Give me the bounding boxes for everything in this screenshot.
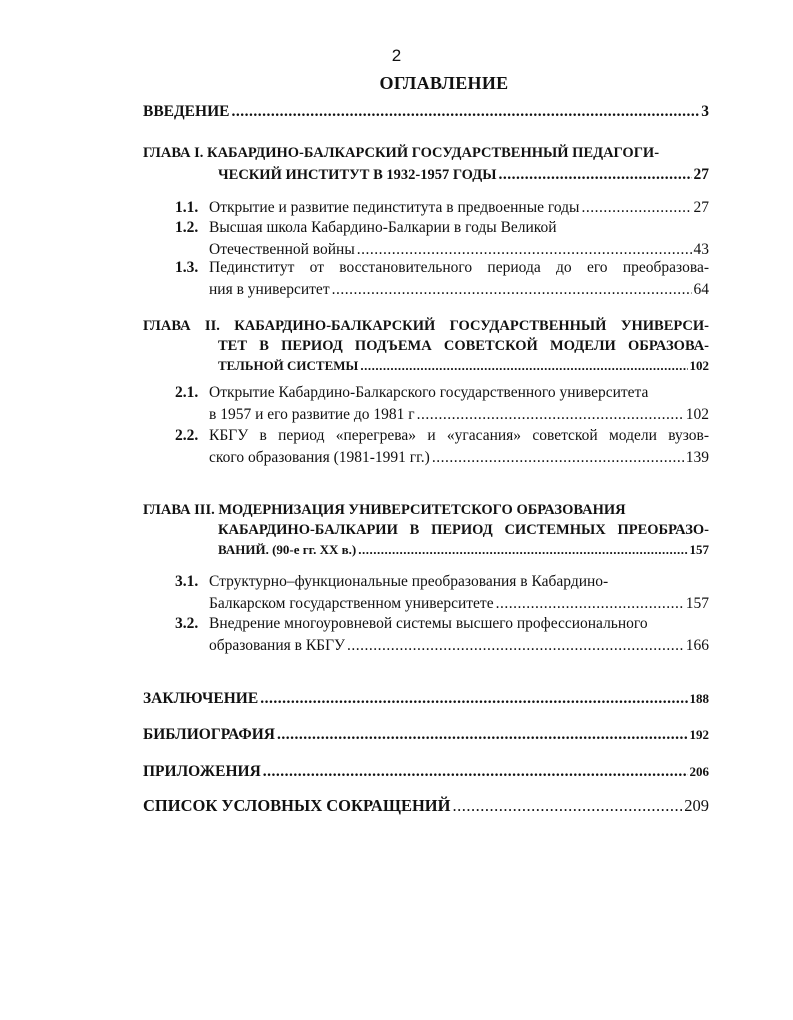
section-page: 43 — [693, 241, 709, 258]
toc-entry-section-3-1[interactable] — [175, 571, 709, 615]
section-title-cont: Отечественной войны — [209, 241, 355, 258]
dot-leader — [347, 635, 684, 657]
dot-leader — [358, 540, 687, 560]
section-page: 102 — [685, 406, 709, 423]
section-title: Высшая школа Кабардино-Балкарии в годы Великой — [209, 219, 557, 236]
toc-label-appendices: ПРИЛОЖЕНИЯ — [143, 763, 261, 780]
section-title: Открытие Кабардино-Балкарского государственного университета — [209, 384, 649, 401]
toc-label-abbreviations: СПИСОК УСЛОВНЫХ СОКРАЩЕНИЙ — [143, 796, 451, 815]
toc-entry-section-2-2[interactable] — [175, 425, 709, 469]
toc-label-bibliography: БИБЛИОГРАФИЯ — [143, 726, 275, 743]
section-page: 139 — [685, 449, 709, 466]
chapter-1-line-1: ГЛАВА I. КАБАРДИНО-БАЛКАРСКИЙ ГОСУДАРСТВЕННЫЙ ПЕДАГОГИ- — [143, 145, 660, 161]
chapter-1-page: 27 — [693, 166, 709, 183]
toc-page-abbreviations: 209 — [684, 796, 709, 815]
toc-entry-appendices[interactable] — [143, 761, 709, 783]
section-title: Внедрение многоуровневой системы высшего профессионального — [209, 615, 648, 632]
section-number: 1.2. — [175, 219, 199, 236]
toc-entry-abbreviations[interactable] — [143, 795, 709, 817]
section-number: 1.3. — [175, 259, 199, 276]
toc-entry-intro[interactable] — [143, 101, 709, 123]
toc-label-conclusion: ЗАКЛЮЧЕНИЕ — [143, 690, 259, 707]
chapter-3-page: 157 — [689, 542, 709, 557]
chapter-2-line-3: ТЕЛЬНОЙ СИСТЕМЫ — [218, 358, 359, 373]
section-title-cont: Балкарском государственном университете — [209, 595, 494, 612]
dot-leader — [432, 447, 684, 469]
section-number: 1.1. — [175, 199, 199, 216]
toc-entry-section-1-2[interactable] — [175, 217, 709, 261]
chapter-3-line-2: КАБАРДИНО-БАЛКАРИИ В ПЕРИОД СИСТЕМНЫХ ПРЕОБРАЗО- — [218, 522, 709, 538]
chapter-2-line-2: ТЕТ В ПЕРИОД ПОДЪЕМА СОВЕТСКОЙ МОДЕЛИ ОБРАЗОВА- — [218, 338, 709, 354]
section-number: 3.2. — [175, 615, 199, 632]
toc-entry-chapter-1[interactable] — [143, 142, 709, 186]
section-title-cont: образования в КБГУ — [209, 637, 346, 654]
section-title: Пединститут от восстановительного периода до его преобразова- — [209, 259, 709, 276]
section-title-cont: ния в университет — [209, 281, 330, 298]
toc-entry-bibliography[interactable] — [143, 724, 709, 746]
toc-entry-section-1-3[interactable] — [175, 257, 709, 301]
toc-entry-chapter-2[interactable] — [143, 316, 709, 376]
chapter-1-line-2: ЧЕСКИЙ ИНСТИТУТ В 1932-1957 ГОДЫ — [218, 167, 497, 183]
chapter-3-line-3: ВАНИЙ. (90-е гг. XX в.) — [218, 542, 357, 557]
chapter-2-line-1: ГЛАВА II. КАБАРДИНО-БАЛКАРСКИЙ ГОСУДАРСТВЕННЫЙ УНИВЕРСИ- — [143, 318, 709, 334]
dot-leader — [332, 279, 692, 301]
section-title: КБГУ в период «перегрева» и «угасания» советской модели вузов- — [209, 427, 709, 444]
dot-leader — [260, 688, 687, 710]
dot-leader — [496, 593, 684, 615]
section-page: 157 — [685, 595, 709, 612]
toc-entry-section-1-1[interactable] — [175, 197, 709, 219]
toc-page-intro: 3 — [701, 103, 709, 120]
section-title-cont: ского образования (1981-1991 гг.) — [209, 449, 430, 466]
chapter-2-page: 102 — [689, 358, 709, 373]
section-number: 3.1. — [175, 573, 199, 590]
chapter-3-line-1: ГЛАВА III. МОДЕРНИЗАЦИЯ УНИВЕРСИТЕТСКОГО ОБРАЗОВАНИЯ — [143, 502, 626, 518]
toc-entry-section-2-1[interactable] — [175, 382, 709, 426]
section-title: Структурно–функциональные преобразования в Кабардино- — [209, 573, 609, 590]
section-number: 2.2. — [175, 427, 199, 444]
dot-leader — [498, 164, 691, 186]
dot-leader — [417, 404, 684, 426]
dot-leader — [263, 761, 688, 783]
section-title-cont: в 1957 и его развитие до 1981 г — [209, 406, 415, 423]
dot-leader — [360, 356, 687, 376]
dot-leader — [277, 724, 688, 746]
toc-page-bibliography: 192 — [689, 727, 709, 742]
section-page: 166 — [685, 637, 709, 654]
dot-leader — [452, 795, 682, 817]
section-page: 64 — [693, 281, 709, 298]
section-number: 2.1. — [175, 384, 199, 401]
toc-label-intro: ВВЕДЕНИЕ — [143, 103, 230, 120]
toc-entry-chapter-3[interactable] — [143, 500, 709, 560]
toc-page-conclusion: 188 — [689, 691, 709, 706]
dot-leader — [231, 101, 699, 123]
section-title: Открытие и развитие пединститута в предвоенные годы — [209, 199, 580, 216]
section-page: 27 — [693, 199, 709, 216]
toc-entry-conclusion[interactable] — [143, 688, 709, 710]
toc-page-appendices: 206 — [689, 764, 709, 779]
dot-leader — [581, 197, 691, 219]
page-number: 2 — [391, 46, 402, 65]
toc-entry-section-3-2[interactable] — [175, 613, 709, 657]
page-title: ОГЛАВЛЕНИЕ — [379, 73, 509, 93]
